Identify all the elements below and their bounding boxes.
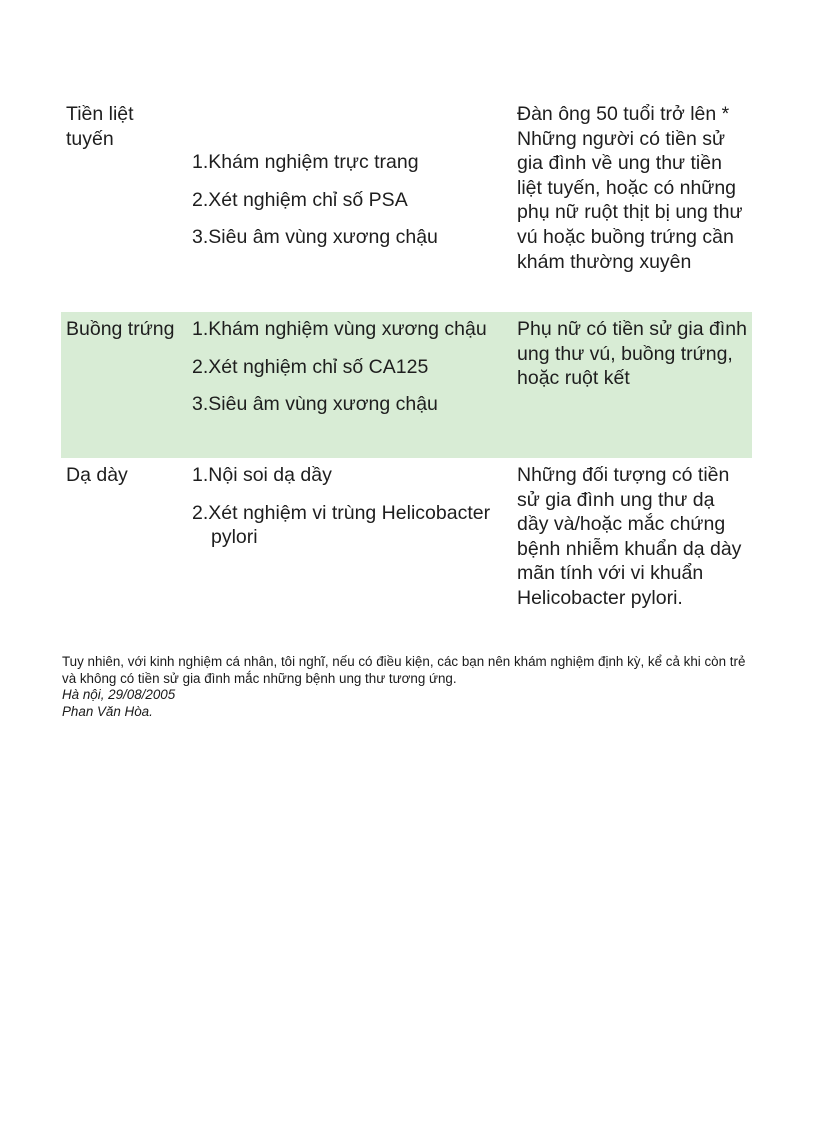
test-item: 1.Khám nghiệm trực trang [192,151,419,173]
tests-cell [192,150,492,263]
note-text: Tuy nhiên, với kinh nghiệm cá nhân, tôi nghĩ, nếu có điều kiện, các bạn nên khám nghiệm định kỳ, kể cả khi còn trẻ và không có tiền sử gia đình mắc những bệnh ung thư tương ứng. [62,654,746,686]
target-cell: Đàn ông 50 tuổi trở lên * Những người có tiền sử gia đình về ung thư tiền liệt tuyến, hoặc có những phụ nữ ruột thịt bị ung thư vú hoặc buồng trứng cần khám thường xuyên [517,103,743,273]
test-item: 2.Xét nghiệm chỉ số PSA [192,188,408,211]
test-item: 1.Nội soi dạ dầy [192,464,332,486]
organ-cell: Buồng trứng [66,318,175,340]
tests-cell [192,317,492,430]
test-item: 1.Khám nghiệm vùng xương chậu [192,318,487,340]
table-row-prostate [61,98,752,312]
tests-cell [192,463,492,563]
screening-table [61,98,752,648]
date-text: Hà nội, 29/08/2005 [62,687,176,702]
organ-cell: Dạ dày [66,464,128,486]
author-text: Phan Văn Hòa. [62,703,153,719]
test-item: 2.Xét nghiệm chỉ số CA125 [192,355,429,378]
target-cell: Phụ nữ có tiền sử gia đình ung thư vú, buồng trứng, hoặc ruột kết [517,318,747,390]
table-row-ovary [61,312,752,458]
test-item: 3.Siêu âm vùng xương chậu [192,393,438,416]
test-item: 3.Siêu âm vùng xương chậu [192,226,438,249]
table-row-stomach [61,458,752,648]
test-item: 2.Xét nghiệm vi trùng Helicobacter pylori [192,501,491,549]
target-cell: Những đối tượng có tiền sử gia đình ung thư dạ dầy và/hoặc mắc chứng bệnh nhiễm khuẩn dạ dày mãn tính với vi khuẩn Helicobacter pylori. [517,464,742,609]
footer-note [62,654,752,720]
organ-cell: Tiền liệt tuyến [66,103,134,150]
